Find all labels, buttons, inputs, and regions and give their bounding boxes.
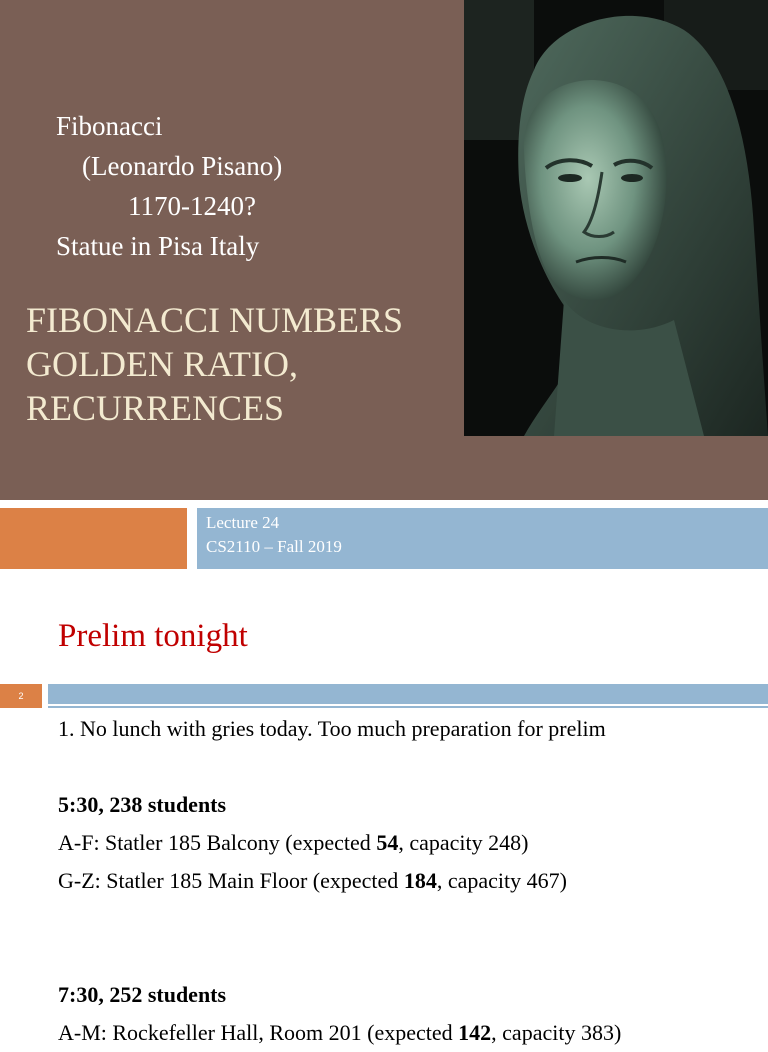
lunch-note: 1. No lunch with gries today. Too much preparation for prelim (58, 716, 606, 741)
title-line-2: GOLDEN RATIO, (26, 344, 298, 384)
room-af-capacity: , capacity 248) (398, 830, 529, 855)
room-af-text: A-F: Statler 185 Balcony (expected (58, 830, 377, 855)
spacer (58, 900, 758, 938)
room-gz-expected: 184 (403, 868, 437, 893)
room-am-capacity: , capacity 383) (491, 1020, 622, 1045)
room-gz-text: G-Z: Statler 185 Main Floor (expected (58, 868, 404, 893)
slide-title (26, 298, 403, 430)
caption-line-1: Fibonacci (56, 111, 163, 141)
room-am-text: A-M: Rockefeller Hall, Room 201 (expected (58, 1020, 459, 1045)
slide-heading: Prelim tonight (58, 618, 248, 654)
slide-content (58, 710, 758, 1052)
slide-2 (0, 580, 768, 1045)
slide-number: 2 (0, 684, 42, 708)
header-strip-line (48, 706, 768, 708)
caption-line-4: Statue in Pisa Italy (56, 231, 260, 261)
lecture-info (206, 511, 342, 559)
statue-image (464, 0, 768, 436)
title-line-3: RECURRENCES (26, 388, 285, 428)
room-af-expected: 54 (376, 830, 399, 855)
spacer (58, 938, 758, 976)
lecture-number: Lecture 24 (206, 513, 280, 532)
caption-line-3: 1170-1240? (128, 191, 256, 221)
caption-line-2: (Leonardo Pisano) (82, 151, 283, 181)
room-am (58, 1014, 758, 1052)
header-strip (48, 684, 768, 704)
course-term: CS2110 – Fall 2019 (206, 537, 342, 556)
title-line-1: FIBONACCI NUMBERS (26, 300, 404, 340)
room-am-expected: 142 (458, 1020, 492, 1045)
spacer (58, 748, 758, 786)
session-2-heading: 7:30, 252 students (58, 982, 227, 1007)
statue-caption (56, 106, 282, 266)
orange-accent-bar (0, 508, 187, 569)
room-af (58, 824, 758, 862)
room-gz (58, 862, 758, 900)
statue-photo (464, 0, 768, 436)
session-1-heading: 5:30, 238 students (58, 792, 227, 817)
room-gz-capacity: , capacity 467) (436, 868, 567, 893)
